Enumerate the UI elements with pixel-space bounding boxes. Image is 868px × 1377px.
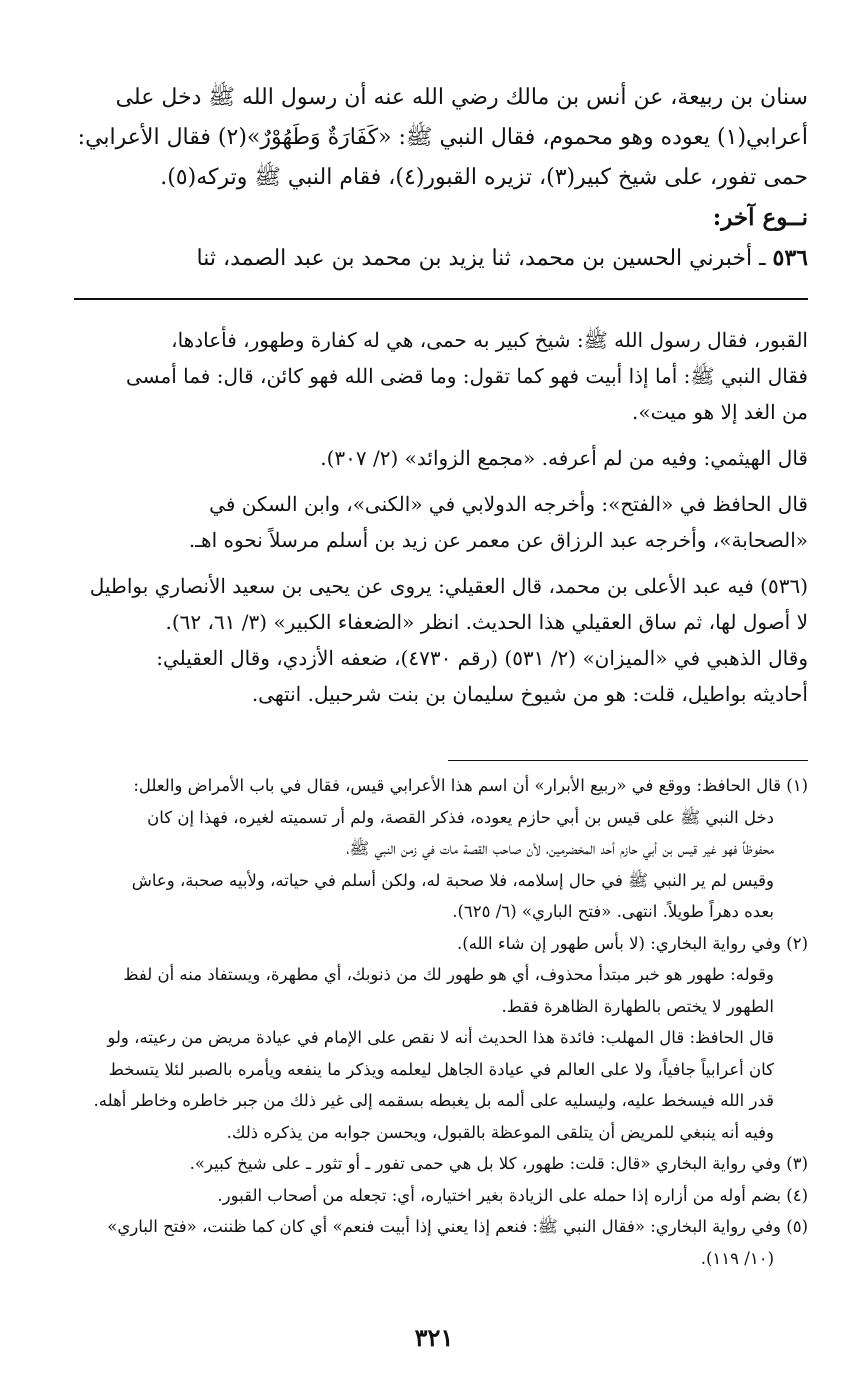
commentary-line: قال الحافظ في «الفتح»: وأخرجه الدولابي في «الكنى»، وابن السكن في	[209, 492, 808, 516]
footnotes	[74, 770, 808, 1274]
footnote-line: قدر الله فيسخط عليه، وليسليه على ألمه بل يغبطه بسقمه إلى غير ذلك من جبر خاطره وخاطر أهله.	[93, 1091, 774, 1110]
footnote-line: بعده دهراً طويلاً. انتهى. «فتح الباري» (٦/ ٦٢٥).	[452, 902, 774, 921]
footnote-3	[74, 1148, 808, 1180]
commentary	[74, 322, 808, 722]
footnote-line: كان أعرابياً جافياً، ولا على العالم في عيادة الجاهل ليعلمه ويذكر ما ينفعه ويأمره بالصبر لئلا يتسخط	[108, 1059, 774, 1079]
hadith-line	[74, 238, 808, 278]
footnote-line: قال الحافظ: قال المهلب: فائدة هذا الحديث أنه لا نقص على الإمام في عيادة مريض من رعيته، ولو	[107, 1028, 774, 1047]
commentary-line: «الصحابة»، وأخرجه عبد الرزاق عن معمر عن زيد بن أسلم مرسلاً نحوه اهـ.	[188, 528, 808, 552]
main-line: أعرابي(١) يعوده وهو محموم، فقال النبي ﷺ: «كَفَارَةٌ وَطَهُوْرٌ»(٢) فقال الأعرابي:	[77, 125, 808, 150]
main-divider	[74, 298, 808, 300]
footnote-4	[74, 1180, 808, 1212]
commentary-line: (٥٣٦) فيه عبد الأعلى بن محمد، قال العقيلي: يروى عن يحيى بن سعيد الأنصاري بواطيل	[89, 574, 808, 598]
footnote-1	[74, 770, 808, 928]
commentary-paragraph	[74, 568, 808, 712]
commentary-paragraph	[74, 486, 808, 558]
footnote-line: (٥) وفي رواية البخاري: «فقال النبي ﷺ: فنعم إذا يعني إذا أبيت فنعم» أي كان كما ظننت، «فتح الباري»	[107, 1217, 808, 1236]
commentary-paragraph	[74, 322, 808, 430]
commentary-paragraph	[74, 440, 808, 476]
footnote-5	[74, 1211, 808, 1274]
footnote-line: دخل النبي ﷺ على قيس بن أبي حازم يعوده، فذكر القصة، ولم أر تسميته لغيره، فهذا إن كان	[147, 807, 774, 827]
main-line: سنان بن ربيعة، عن أنس بن مالك رضي الله عنه أن رسول الله ﷺ دخل على	[115, 85, 808, 110]
hadith-number: ٥٣٦	[772, 245, 808, 271]
commentary-line: أحاديثه بواطيل، قلت: هو من شيوخ سليمان بن بنت شرحبيل. انتهى.	[251, 682, 808, 706]
commentary-line: فقال النبي ﷺ: أما إذا أبيت فهو كما تقول: وما قضى الله فهو كائن، قال: فما أمسى	[126, 364, 808, 388]
commentary-line: القبور، فقال رسول الله ﷺ: شيخ كبير به حمى، هي له كفارة وطهور، فأعادها،	[171, 328, 808, 352]
commentary-line: وقال الذهبي في «الميزان» (٢/ ٥٣١) (رقم ٤٧٣٠)، ضعفه الأزدي، وقال العقيلي:	[156, 646, 808, 670]
footnote-line: (١٠/ ١١٩).	[700, 1248, 774, 1268]
commentary-line: قال الهيثمي: وفيه من لم أعرفه. «مجمع الزوائد» (٢/ ٣٠٧).	[320, 446, 808, 470]
footnote-2	[74, 928, 808, 1149]
section-heading: نــوع آخر:	[712, 204, 808, 231]
main-text	[74, 78, 808, 278]
commentary-line: لا أصول لها، ثم ساق العقيلي هذا الحديث. انظر «الضعفاء الكبير» (٣/ ٦١، ٦٢).	[165, 610, 808, 634]
footnote-divider	[448, 760, 808, 761]
footnote-line: (٢) وفي رواية البخاري: (لا بأس طهور إن شاء الله).	[457, 933, 808, 953]
footnote-line: (٤) بضم أوله من أزاره إذا حمله على الزيادة بغير اختياره، أي: تجعله من أصحاب القبور.	[217, 1185, 808, 1205]
footnote-line: وفيه أنه ينبغي للمريض أن يتلقى الموعظة بالقبول، ويحسن جوابه من يذكره ذلك.	[226, 1122, 774, 1142]
main-line: حمى تفور، على شيخ كبير(٣)، تزيره القبور(٤)، فقام النبي ﷺ وتركه(٥).	[160, 165, 808, 190]
footnote-line: محفوظاً فهو غير قيس بن أبي حازم أحد المخضرمين، لأن صاحب القصة مات في زمن النبي ﷺ،	[346, 839, 774, 858]
footnote-line: الطهور لا يختص بالطهارة الظاهرة فقط.	[501, 996, 774, 1016]
footnote-line: (٣) وفي رواية البخاري «قال: قلت: طهور، كلا بل هي حمى تفور ـ أو تثور ـ على شيخ كبير».	[189, 1154, 808, 1173]
footnote-line: (١) قال الحافظ: ووقع في «ربيع الأبرار» أن اسم هذا الأعرابي قيس، فقال في باب الأمراض والعلل:	[133, 776, 808, 795]
footnote-line: وقيس لم ير النبي ﷺ في حال إسلامه، فلا صحبة له، ولكن أسلم في حياته، ولأبيه صحبة، وعاش	[131, 870, 774, 890]
page-number: ٣٢١	[414, 1323, 454, 1352]
hadith-chain: ـ أخبرني الحسين بن محمد، ثنا يزيد بن محمد بن عبد الصمد، ثنا	[196, 246, 773, 271]
commentary-line: من الغد إلا هو ميت».	[632, 400, 808, 424]
footnote-line: وقوله: طهور هو خبر مبتدأ محذوف، أي هو طهور لك من ذنوبك، أي مطهرة، ويستفاد منه أن لفظ	[123, 965, 774, 984]
